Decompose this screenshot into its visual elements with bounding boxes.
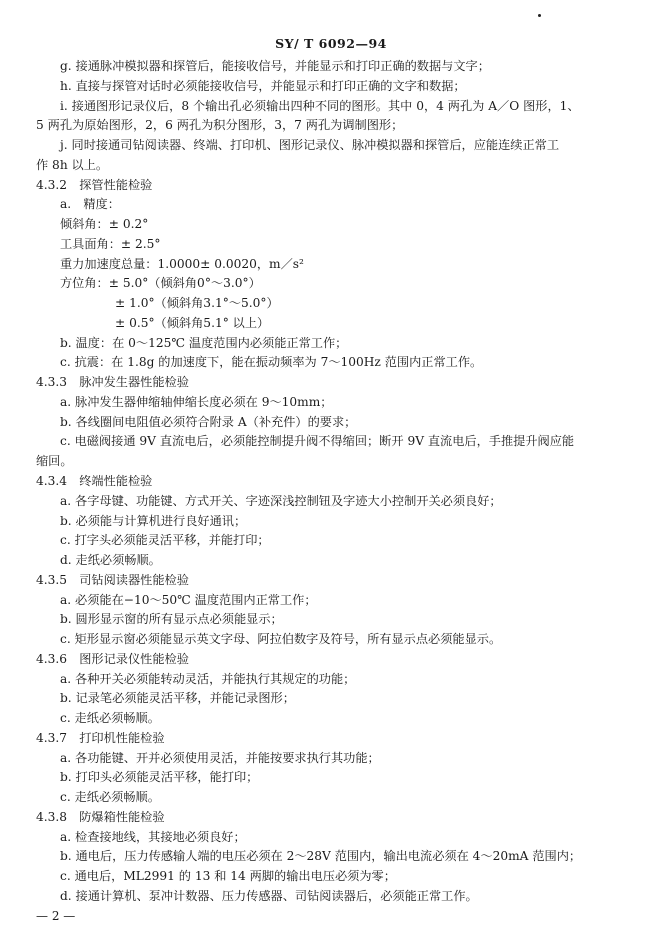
terminal-d: d. 走纸必须畅顺。 bbox=[60, 553, 161, 567]
item-g: g. 接通脉冲模拟器和探管后，能接收信号，并能显示和打印正确的数据与文字； bbox=[60, 59, 490, 73]
section-4-3-4: 4.3.4 终端性能检验 bbox=[36, 474, 153, 488]
section-4-3-5: 4.3.5 司钻阅读器性能检验 bbox=[36, 573, 189, 587]
printer-b: b. 打印头必须能灵活平移，能打印； bbox=[60, 770, 259, 784]
item-j-cont: 作 8h 以上。 bbox=[36, 158, 109, 172]
terminal-a: a. 各字母键、功能键、方式开关、字迹深浅控制钮及字迹大小控制开关必须良好； bbox=[60, 494, 502, 508]
explosion-b: b. 通电后，压力传感输人端的电压必须在 2～28V 范围内，输出电流必须在 4～20mA 范围内； bbox=[60, 849, 582, 863]
section-4-3-7: 4.3.7 打印机性能检验 bbox=[36, 731, 165, 745]
item-i-cont: 5 两孔为原始图形，2，6 两孔为积分图形，3，7 两孔为调制图形； bbox=[36, 118, 404, 132]
azimuth-3: ± 0.5°（倾斜角5.1° 以上） bbox=[115, 316, 270, 330]
item-b-temp: b. 温度：在 0～125℃ 温度范围内必须能正常工作； bbox=[60, 336, 348, 350]
explosion-a: a. 检查接地线，其接地必须良好； bbox=[60, 830, 246, 844]
item-h: h. 直接与探管对话时必须能接收信号，并能显示和打印正确的文字和数据； bbox=[60, 79, 466, 93]
azimuth-1: 方位角：± 5.0°（倾斜角0°～3.0°） bbox=[60, 276, 261, 290]
item-c-valve: c. 电磁阀接通 9V 直流电后，必须能控制提升阀不得缩回；断开 9V 直流电后，手推提升阀应能 bbox=[60, 434, 575, 448]
printer-c: c. 走纸必须畅顺。 bbox=[60, 790, 160, 804]
section-4-3-3: 4.3.3 脉冲发生器性能检验 bbox=[36, 375, 189, 389]
terminal-b: b. 必须能与计算机进行良好通讯； bbox=[60, 514, 247, 528]
gravity-total: 重力加速度总量：1.0000± 0.0020，m／s² bbox=[60, 257, 304, 271]
page-header: SY/ T 6092—94 bbox=[275, 36, 387, 51]
section-4-3-2: 4.3.2 探管性能检验 bbox=[36, 178, 153, 192]
printer-a: a. 各功能键、开并必须使用灵活，并能按要求执行其功能； bbox=[60, 751, 380, 765]
item-c-shock: c. 抗震：在 1.8g 的加速度下，能在振动频率为 7～100Hz 范围内正常工作。 bbox=[60, 355, 483, 369]
explosion-c: c. 通电后，ML2991 的 13 和 14 两脚的输出电压必须为零； bbox=[60, 869, 396, 883]
inclination: 倾斜角：± 0.2° bbox=[60, 217, 149, 231]
terminal-c: c. 打字头必须能灵活平移，并能打印； bbox=[60, 533, 270, 547]
toolface: 工具面角：± 2.5° bbox=[60, 237, 161, 251]
reader-b: b. 圆形显示窗的所有显示点必须能显示； bbox=[60, 612, 283, 626]
item-a-pulser: a. 脉冲发生器伸缩轴伸缩长度必须在 9～10mm； bbox=[60, 395, 333, 409]
recorder-a: a. 各种开关必须能转动灵活，并能执行其规定的功能； bbox=[60, 672, 356, 686]
item-i: i. 接通图形记录仪后，8 个输出孔必须输出四种不同的图形。其中 0，4 两孔为 A／O 图形，1、 bbox=[60, 99, 580, 113]
scan-mark bbox=[538, 14, 541, 17]
item-c-valve-cont: 缩回。 bbox=[36, 454, 73, 468]
recorder-c: c. 走纸必须畅顺。 bbox=[60, 711, 160, 725]
page-number: — 2 — bbox=[36, 909, 76, 923]
recorder-b: b. 记录笔必须能灵活平移，并能记录图形； bbox=[60, 691, 295, 705]
item-a-precision: a. 精度： bbox=[60, 197, 120, 211]
reader-a: a. 必须能在−10～50℃ 温度范围内正常工作； bbox=[60, 593, 317, 607]
reader-c: c. 矩形显示窗必须能显示英文字母、阿拉伯数字及符号，所有显示点必须能显示。 bbox=[60, 632, 502, 646]
explosion-d: d. 接通计算机、泵冲计数器、压力传感器、司钻阅读器后，必须能正常工作。 bbox=[60, 889, 478, 903]
section-4-3-8: 4.3.8 防爆箱性能检验 bbox=[36, 810, 165, 824]
item-j: j. 同时接通司钻阅读器、终端、打印机、图形记录仪、脉冲模拟器和探管后，应能连续正常工 bbox=[60, 138, 560, 152]
item-b-coil: b. 各线圈间电阻值必须符合附录 A（补充件）的要求； bbox=[60, 415, 357, 429]
section-4-3-6: 4.3.6 图形记录仪性能检验 bbox=[36, 652, 189, 666]
azimuth-2: ± 1.0°（倾斜角3.1°～5.0°） bbox=[115, 296, 279, 310]
